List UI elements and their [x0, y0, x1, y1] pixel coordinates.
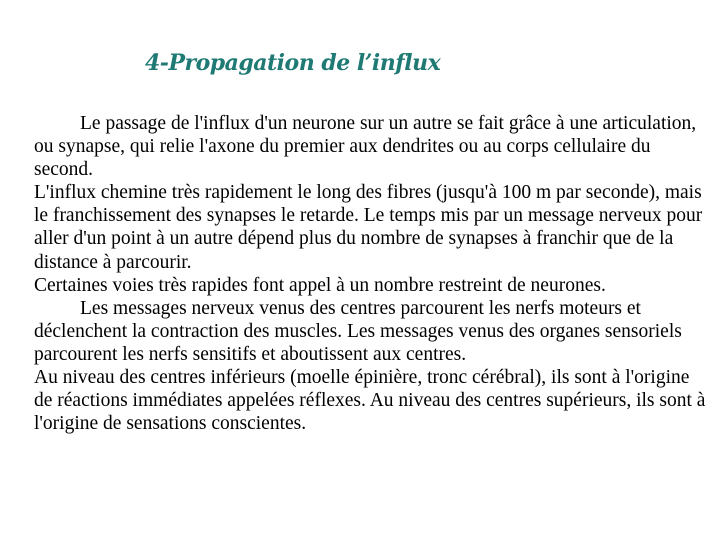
paragraph-motor-sensory: Les messages nerveux venus des centres parcourent les nerfs moteurs et déclenchent la contraction des muscles. Les messages venus des organes sensoriels parcourent les nerfs sensitifs et aboutissent aux centres. — [34, 297, 682, 365]
slide-body — [34, 112, 706, 435]
paragraph-fast-pathways: Certaines voies très rapides font appel à un nombre restreint de neurones. — [34, 274, 606, 296]
paragraph-synapse: Le passage de l'influx d'un neurone sur un autre se fait grâce à une articulation, ou synapse, qui relie l'axone du premier aux dendrites ou au corps cellulaire du second. — [34, 113, 697, 181]
paragraph-speed: L'influx chemine très rapidement le long des fibres (jusqu'à 100 m par seconde), mais le franchissement des synapses le retarde. Le temps mis par un message nerveux pour aller d'un point à un autre dépend plus du nombre de synapses à franchir que de la distance à parcourir. — [34, 182, 703, 273]
paragraph-reflexes: Au niveau des centres inférieurs (moelle épinière, tronc cérébral), ils sont à l'origine de réactions immédiates appelées réflexes. Au niveau des centres supérieurs, ils sont à l'origine de sensations conscientes. — [34, 367, 706, 435]
slide-title: 4-Propagation de l’influx — [145, 50, 441, 76]
